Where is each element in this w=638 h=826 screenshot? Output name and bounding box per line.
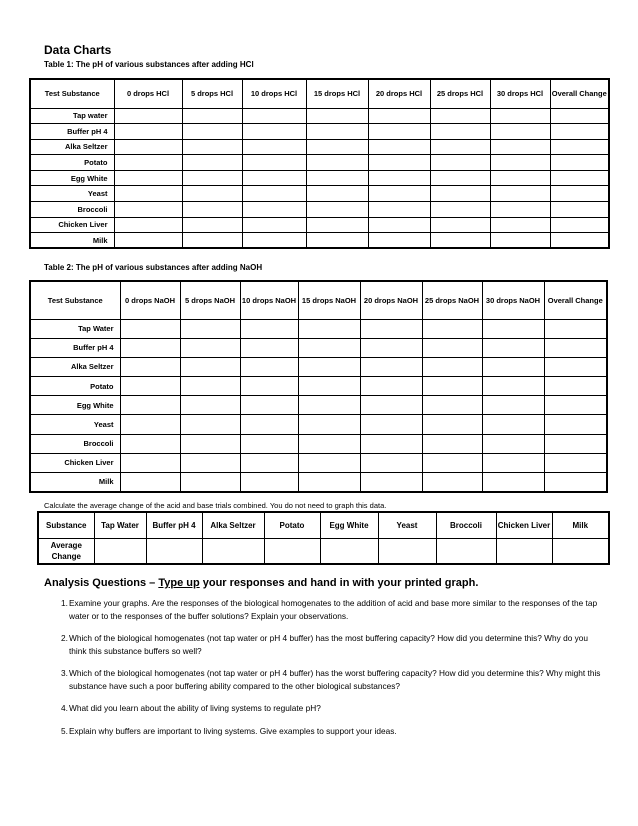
table1-empty-cell	[368, 233, 430, 249]
table2-empty-cell	[298, 357, 360, 376]
table1-empty-cell	[368, 202, 430, 218]
table2-caption: Table 2: The pH of various substances after adding NaOH	[44, 263, 263, 272]
table1-empty-cell	[242, 124, 306, 140]
table3-empty-cell	[552, 538, 609, 564]
table2-empty-cell	[422, 473, 482, 492]
table1-empty-cell	[182, 124, 242, 140]
table2-empty-cell	[120, 473, 180, 492]
table1-row-label: Milk	[30, 233, 114, 249]
table2-empty-cell	[544, 473, 607, 492]
table3-header-cell: Milk	[552, 512, 609, 538]
table1-empty-cell	[368, 108, 430, 124]
analysis-questions-list	[44, 597, 604, 747]
table2-row-label: Alka Seltzer	[30, 357, 120, 376]
table1-row	[30, 139, 609, 155]
question-number: 4.	[61, 703, 68, 713]
table2-empty-cell	[120, 434, 180, 453]
table1-empty-cell	[114, 124, 182, 140]
table2-empty-cell	[120, 319, 180, 338]
table2-header-cell: 30 drops NaOH	[482, 281, 544, 319]
table1-empty-cell	[242, 202, 306, 218]
table2-empty-cell	[298, 338, 360, 357]
table2-row	[30, 453, 607, 472]
table2-header-cell: 15 drops NaOH	[298, 281, 360, 319]
table2-empty-cell	[298, 434, 360, 453]
table3-header-cell: Buffer pH 4	[146, 512, 202, 538]
table2-empty-cell	[298, 319, 360, 338]
table2-empty-cell	[422, 434, 482, 453]
table1-row-label: Broccoli	[30, 202, 114, 218]
table1-row-label: Chicken Liver	[30, 217, 114, 233]
table1-hcl	[29, 78, 610, 249]
question-text: What did you learn about the ability of living systems to regulate pH?	[69, 703, 321, 713]
table1-header-cell: 15 drops HCl	[306, 79, 368, 108]
table1-empty-cell	[182, 170, 242, 186]
table2-empty-cell	[544, 396, 607, 415]
table2-header-cell: Overall Change	[544, 281, 607, 319]
table2-row	[30, 415, 607, 434]
table1-empty-cell	[550, 108, 609, 124]
table2-empty-cell	[544, 453, 607, 472]
table2-empty-cell	[240, 434, 298, 453]
table1-empty-cell	[368, 124, 430, 140]
table1-empty-cell	[430, 108, 490, 124]
table1-empty-cell	[430, 186, 490, 202]
table2-empty-cell	[422, 415, 482, 434]
table1-empty-cell	[490, 108, 550, 124]
table2-header-cell: 0 drops NaOH	[120, 281, 180, 319]
table1-empty-cell	[114, 108, 182, 124]
table2-empty-cell	[422, 319, 482, 338]
table1-empty-cell	[550, 124, 609, 140]
table1-header-cell: 20 drops HCl	[368, 79, 430, 108]
table2-empty-cell	[298, 396, 360, 415]
table1-empty-cell	[306, 186, 368, 202]
table2-empty-cell	[482, 434, 544, 453]
table3-header-cell: Broccoli	[436, 512, 496, 538]
table1-empty-cell	[368, 186, 430, 202]
table2-row-label: Potato	[30, 377, 120, 396]
table3-header-cell: Chicken Liver	[496, 512, 552, 538]
table2-empty-cell	[240, 319, 298, 338]
table2-empty-cell	[240, 377, 298, 396]
table1-row	[30, 186, 609, 202]
table1-empty-cell	[114, 139, 182, 155]
table2-empty-cell	[240, 473, 298, 492]
table2-empty-cell	[180, 453, 240, 472]
table1-empty-cell	[550, 202, 609, 218]
table3-empty-cell	[202, 538, 264, 564]
table2-empty-cell	[180, 396, 240, 415]
table1-header-cell: 5 drops HCl	[182, 79, 242, 108]
table1-row-label: Yeast	[30, 186, 114, 202]
table2-empty-cell	[120, 377, 180, 396]
table1-header-cell: Overall Change	[550, 79, 609, 108]
table1-header-cell: Test Substance	[30, 79, 114, 108]
table1-empty-cell	[550, 217, 609, 233]
table2-empty-cell	[360, 319, 422, 338]
table2-empty-cell	[482, 357, 544, 376]
table2-empty-cell	[240, 415, 298, 434]
table3-empty-cell	[94, 538, 146, 564]
table1-empty-cell	[306, 139, 368, 155]
table1-empty-cell	[368, 217, 430, 233]
table2-empty-cell	[240, 357, 298, 376]
table1-empty-cell	[182, 217, 242, 233]
table1-empty-cell	[306, 170, 368, 186]
table1-empty-cell	[182, 233, 242, 249]
table1-empty-cell	[306, 217, 368, 233]
table2-empty-cell	[180, 434, 240, 453]
table1-empty-cell	[114, 155, 182, 171]
table1-empty-cell	[430, 217, 490, 233]
table2-header-cell: 20 drops NaOH	[360, 281, 422, 319]
table2-empty-cell	[120, 453, 180, 472]
table2-empty-cell	[360, 396, 422, 415]
table2-row-label: Broccoli	[30, 434, 120, 453]
table2-empty-cell	[298, 473, 360, 492]
table1-empty-cell	[550, 155, 609, 171]
table2-empty-cell	[120, 357, 180, 376]
table2-empty-cell	[240, 338, 298, 357]
table1-empty-cell	[430, 202, 490, 218]
table1-empty-cell	[242, 233, 306, 249]
table1-empty-cell	[550, 170, 609, 186]
table1-empty-cell	[490, 139, 550, 155]
table2-header-cell: Test Substance	[30, 281, 120, 319]
table2-row	[30, 377, 607, 396]
analysis-question	[44, 667, 604, 692]
table2-header-cell: 10 drops NaOH	[240, 281, 298, 319]
table2-row-label: Egg White	[30, 396, 120, 415]
table1-empty-cell	[242, 108, 306, 124]
table2-empty-cell	[482, 473, 544, 492]
table3-average-change	[37, 511, 610, 565]
table3-empty-cell	[146, 538, 202, 564]
table1-empty-cell	[490, 155, 550, 171]
table1-empty-cell	[490, 186, 550, 202]
table1-empty-cell	[368, 170, 430, 186]
question-number: 3.	[61, 668, 68, 678]
table2-row-label: Tap Water	[30, 319, 120, 338]
table1-empty-cell	[242, 186, 306, 202]
table2-empty-cell	[240, 396, 298, 415]
table2-empty-cell	[544, 415, 607, 434]
table3-header-cell: Tap Water	[94, 512, 146, 538]
table2-row-label: Milk	[30, 473, 120, 492]
table2-row	[30, 473, 607, 492]
table1-empty-cell	[114, 202, 182, 218]
table3-header-cell: Egg White	[320, 512, 378, 538]
table1-row-label: Egg White	[30, 170, 114, 186]
table2-empty-cell	[298, 415, 360, 434]
table2-empty-cell	[482, 319, 544, 338]
table3-header-cell: Yeast	[378, 512, 436, 538]
table1-header-cell: 25 drops HCl	[430, 79, 490, 108]
analysis-heading	[44, 577, 478, 589]
question-text: Explain why buffers are important to living systems. Give examples to support your ideas.	[69, 725, 397, 736]
table3-empty-cell	[378, 538, 436, 564]
table1-empty-cell	[430, 170, 490, 186]
table1-empty-cell	[430, 124, 490, 140]
table2-empty-cell	[180, 415, 240, 434]
table1-caption: Table 1: The pH of various substances after adding HCl	[44, 60, 254, 69]
table1-empty-cell	[114, 186, 182, 202]
table3-empty-cell	[264, 538, 320, 564]
table1-empty-cell	[182, 139, 242, 155]
table2-header-row	[30, 281, 607, 319]
question-number: 5.	[61, 725, 68, 736]
table2-empty-cell	[544, 338, 607, 357]
table2-empty-cell	[360, 415, 422, 434]
table2-empty-cell	[422, 396, 482, 415]
table2-empty-cell	[360, 473, 422, 492]
table3-empty-cell	[496, 538, 552, 564]
table1-empty-cell	[306, 155, 368, 171]
table1-empty-cell	[550, 186, 609, 202]
table1-empty-cell	[550, 233, 609, 249]
table2-empty-cell	[544, 434, 607, 453]
question-number: 2.	[61, 633, 68, 643]
table1-empty-cell	[242, 217, 306, 233]
table2-empty-cell	[360, 338, 422, 357]
table1-header-row	[30, 79, 609, 108]
table2-empty-cell	[120, 415, 180, 434]
table1-row	[30, 233, 609, 249]
table1-header-cell: 10 drops HCl	[242, 79, 306, 108]
table1-empty-cell	[368, 155, 430, 171]
table1-empty-cell	[114, 170, 182, 186]
table2-row	[30, 319, 607, 338]
table2-row	[30, 338, 607, 357]
table1-row	[30, 124, 609, 140]
table1-header-cell: 0 drops HCl	[114, 79, 182, 108]
table2-empty-cell	[422, 338, 482, 357]
table1-header-cell: 30 drops HCl	[490, 79, 550, 108]
question-text: Which of the biological homogenates (not tap water or pH 4 buffer) has the worst buffering capacity? How did you determine this? Why might this substance have such a poor buffering ability compared to the other biological substances?	[69, 668, 601, 691]
table1-empty-cell	[430, 233, 490, 249]
table2-empty-cell	[180, 338, 240, 357]
table1-empty-cell	[242, 155, 306, 171]
table2-empty-cell	[120, 396, 180, 415]
table1-empty-cell	[182, 202, 242, 218]
table2-empty-cell	[482, 396, 544, 415]
table2-empty-cell	[180, 319, 240, 338]
table1-empty-cell	[114, 217, 182, 233]
table2-row-label: Yeast	[30, 415, 120, 434]
table1-empty-cell	[490, 202, 550, 218]
table3-header-cell: Potato	[264, 512, 320, 538]
table1-empty-cell	[550, 139, 609, 155]
table2-empty-cell	[544, 377, 607, 396]
table1-empty-cell	[182, 155, 242, 171]
analysis-heading-underlined: Type up	[158, 577, 200, 589]
table1-row-label: Buffer pH 4	[30, 124, 114, 140]
question-text: Which of the biological homogenates (not tap water or pH 4 buffer) has the most buffering capacity? How did you determine this? Why do you think this substance buffers so well?	[69, 633, 588, 656]
table1-empty-cell	[114, 233, 182, 249]
table2-row-label: Chicken Liver	[30, 453, 120, 472]
table2-empty-cell	[180, 473, 240, 492]
table2-empty-cell	[298, 453, 360, 472]
table2-empty-cell	[360, 377, 422, 396]
page-title: Data Charts	[44, 43, 112, 57]
table1-empty-cell	[306, 124, 368, 140]
table2-empty-cell	[422, 357, 482, 376]
table1-empty-cell	[182, 108, 242, 124]
table2-empty-cell	[180, 377, 240, 396]
table2-empty-cell	[360, 434, 422, 453]
table3-header-cell: Substance	[38, 512, 94, 538]
table3-header-row	[38, 512, 609, 538]
table1-row-label: Tap water	[30, 108, 114, 124]
table1-empty-cell	[306, 108, 368, 124]
table1-row-label: Alka Seltzer	[30, 139, 114, 155]
table1-empty-cell	[368, 139, 430, 155]
table1-row	[30, 155, 609, 171]
analysis-heading-suffix: your responses and hand in with your printed graph.	[199, 577, 479, 589]
table2-empty-cell	[298, 377, 360, 396]
table3-header-cell: Alka Seltzer	[202, 512, 264, 538]
table2-empty-cell	[120, 338, 180, 357]
table2-empty-cell	[240, 453, 298, 472]
table2-empty-cell	[422, 377, 482, 396]
table1-empty-cell	[306, 233, 368, 249]
analysis-question	[44, 725, 604, 738]
table2-row-label: Buffer pH 4	[30, 338, 120, 357]
table2-empty-cell	[544, 319, 607, 338]
table2-row	[30, 357, 607, 376]
table3-row	[38, 538, 609, 564]
table1-empty-cell	[490, 233, 550, 249]
table3-row-label: Average Change	[38, 538, 94, 564]
table1-row	[30, 202, 609, 218]
table1-empty-cell	[306, 202, 368, 218]
table1-empty-cell	[242, 139, 306, 155]
table1-empty-cell	[182, 186, 242, 202]
table1-empty-cell	[490, 217, 550, 233]
table1-row	[30, 108, 609, 124]
table3-empty-cell	[320, 538, 378, 564]
table2-empty-cell	[482, 453, 544, 472]
table2-empty-cell	[180, 357, 240, 376]
table1-empty-cell	[430, 139, 490, 155]
table2-header-cell: 5 drops NaOH	[180, 281, 240, 319]
table3-empty-cell	[436, 538, 496, 564]
table2-empty-cell	[482, 338, 544, 357]
table1-row-label: Potato	[30, 155, 114, 171]
table1-row	[30, 217, 609, 233]
average-change-note: Calculate the average change of the acid and base trials combined. You do not need to graph this data.	[44, 501, 387, 510]
analysis-heading-prefix: Analysis Questions –	[44, 577, 159, 589]
table1-empty-cell	[242, 170, 306, 186]
table2-row	[30, 396, 607, 415]
table2-empty-cell	[482, 377, 544, 396]
table1-row	[30, 170, 609, 186]
table2-header-cell: 25 drops NaOH	[422, 281, 482, 319]
table2-empty-cell	[360, 453, 422, 472]
table1-empty-cell	[490, 170, 550, 186]
analysis-question	[44, 597, 604, 622]
analysis-question	[44, 702, 604, 715]
table2-empty-cell	[422, 453, 482, 472]
table1-empty-cell	[490, 124, 550, 140]
table2-naoh	[29, 280, 608, 493]
analysis-question	[44, 632, 604, 657]
table2-empty-cell	[544, 357, 607, 376]
question-number: 1.	[61, 598, 68, 608]
table2-empty-cell	[482, 415, 544, 434]
table2-empty-cell	[360, 357, 422, 376]
table2-row	[30, 434, 607, 453]
table1-empty-cell	[430, 155, 490, 171]
question-text: Examine your graphs. Are the responses of the biological homogenates to the addition of acid and base more similar to the responses of the tap water or to the responses of the buffer solutions? Explain your observations.	[69, 598, 598, 621]
